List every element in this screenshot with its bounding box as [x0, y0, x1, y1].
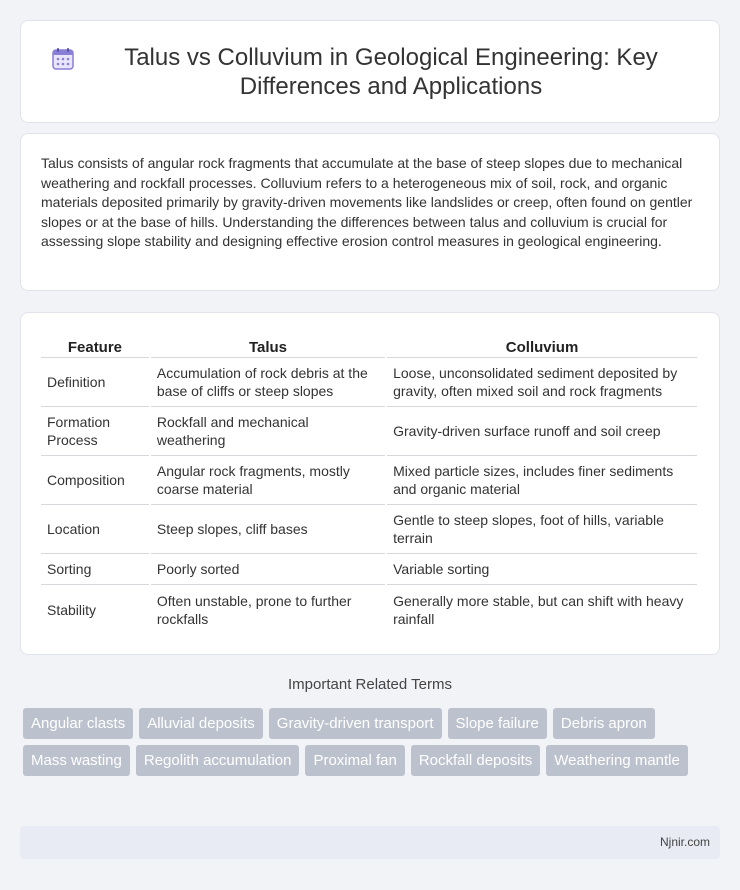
row-talus: Often unstable, prone to further rockfalls: [156, 592, 352, 627]
row-colluvium: Gentle to steep slopes, foot of hills, variable terrain: [387, 505, 697, 554]
row-feature: Formation Process: [41, 407, 149, 456]
related-term-tag[interactable]: Weathering mantle: [546, 745, 688, 776]
page-title: Talus vs Colluvium in Geological Engineering: Key Differences and Applications: [124, 43, 658, 100]
header-feature: Feature: [41, 333, 149, 358]
row-feature: Composition: [41, 456, 149, 505]
related-term-tag[interactable]: Regolith accumulation: [136, 745, 300, 776]
row-colluvium: Loose, unconsolidated sediment deposited by gravity, often mixed soil and rock fragments: [387, 358, 697, 407]
row-colluvium: Generally more stable, but can shift with heavy rainfall: [393, 592, 684, 627]
related-term-tag[interactable]: Mass wasting: [23, 745, 130, 776]
row-feature: Location: [41, 505, 149, 554]
related-term-tag[interactable]: Gravity-driven transport: [269, 708, 442, 739]
header-colluvium: Colluvium: [387, 333, 697, 358]
table-row: [41, 358, 697, 407]
comparison-table: [39, 333, 699, 634]
row-colluvium: Variable sorting: [387, 554, 697, 585]
title-card: [20, 20, 720, 123]
intro-paragraph: Talus consists of angular rock fragments that accumulate at the base of steep slopes due to mechanical weathering and rockfall processes. Colluvium refers to a heterogeneous mix of soil, rock, and organic materials deposited primarily by gravity-driven movements like landslides or creep, often found on gentler slopes or at the base of hills. Understanding the differences between talus and colluvium is crucial for assessing slope stability and designing effective erosion control measures in geological engineering.: [41, 155, 693, 250]
related-term-tag[interactable]: Alluvial deposits: [139, 708, 263, 739]
related-term-tag[interactable]: Rockfall deposits: [411, 745, 540, 776]
row-talus: Steep slopes, cliff bases: [151, 505, 385, 554]
related-term-tag[interactable]: Angular clasts: [23, 708, 133, 739]
row-colluvium: Gravity-driven surface runoff and soil creep: [387, 407, 697, 456]
calendar-icon: [51, 47, 75, 71]
table-row: [41, 585, 697, 634]
related-term-tag[interactable]: Debris apron: [553, 708, 655, 739]
title-wrap: [51, 43, 689, 101]
table-row: [41, 456, 697, 505]
row-feature: Definition: [41, 358, 149, 407]
header-talus: Talus: [151, 333, 385, 358]
row-talus: Angular rock fragments, mostly coarse material: [151, 456, 385, 505]
row-feature: Stability: [47, 601, 97, 618]
table-row: [41, 554, 697, 585]
footer: [20, 826, 720, 859]
row-talus: Accumulation of rock debris at the base of cliffs or steep slopes: [151, 358, 385, 407]
row-talus: Rockfall and mechanical weathering: [151, 407, 385, 456]
related-term-tag[interactable]: Slope failure: [448, 708, 547, 739]
comparison-table-card: [20, 312, 720, 655]
row-colluvium: Mixed particle sizes, includes finer sediments and organic material: [387, 456, 697, 505]
related-term-tag[interactable]: Proximal fan: [305, 745, 404, 776]
row-talus: Poorly sorted: [151, 554, 385, 585]
footer-site-link[interactable]: Njnir.com: [659, 835, 710, 849]
related-terms-title: Important Related Terms: [288, 676, 452, 693]
table-row: [41, 407, 697, 456]
table-row: [41, 505, 697, 554]
intro-card: [20, 133, 720, 291]
related-terms-list: [23, 708, 713, 782]
table-header-row: [41, 333, 697, 358]
row-feature: Sorting: [41, 554, 149, 585]
